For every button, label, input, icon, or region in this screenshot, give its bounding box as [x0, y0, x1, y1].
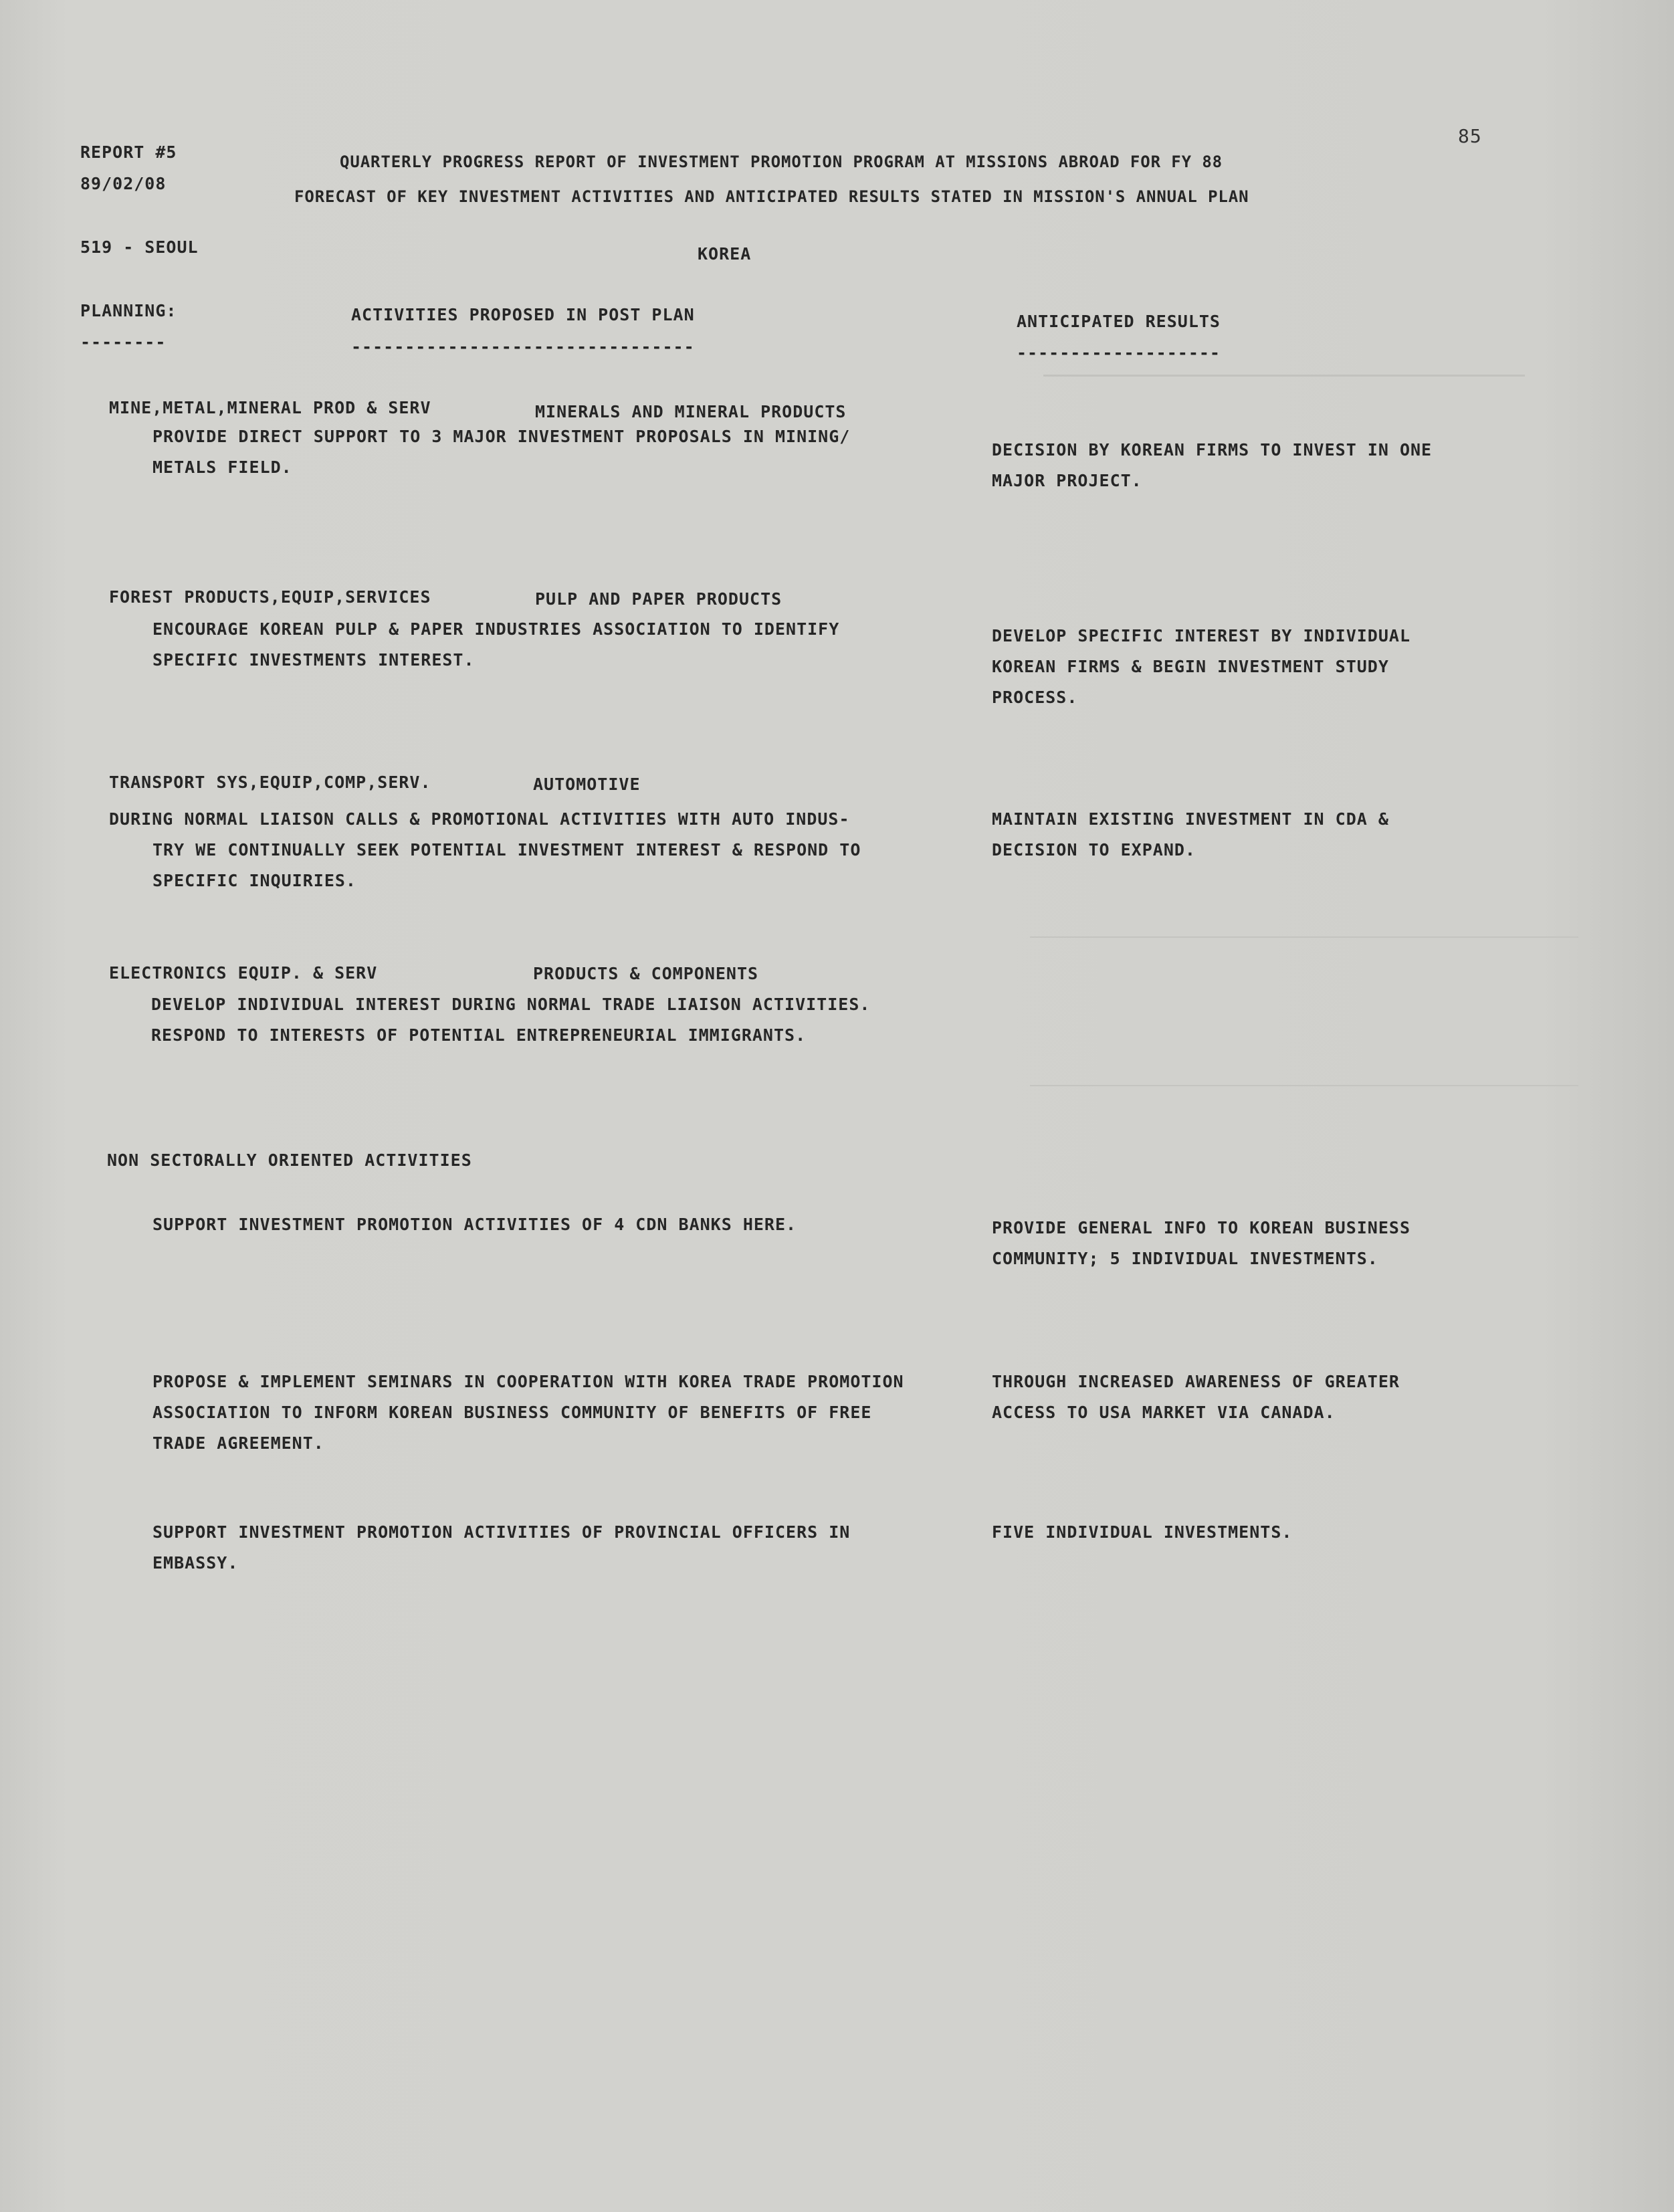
result-line: COMMUNITY; 5 INDIVIDUAL INVESTMENTS. — [992, 1249, 1378, 1268]
activity-text — [152, 614, 839, 676]
result-text — [992, 435, 1432, 496]
activity-text — [152, 1367, 904, 1459]
bleed-through-shadow — [1043, 375, 1525, 403]
result-line: KOREAN FIRMS & BEGIN INVESTMENT STUDY — [992, 657, 1389, 676]
result-line: MAINTAIN EXISTING INVESTMENT IN CDA & — [992, 809, 1389, 829]
report-title-line2: FORECAST OF KEY INVESTMENT ACTIVITIES AND ANTICIPATED RESULTS STATED IN MISSION'S ANNUAL PLAN — [294, 187, 1249, 206]
activity-line: SUPPORT INVESTMENT PROMOTION ACTIVITIES OF PROVINCIAL OFFICERS IN — [152, 1522, 851, 1542]
activity-line: PROPOSE & IMPLEMENT SEMINARS IN COOPERATION WITH KOREA TRADE PROMOTION — [152, 1372, 904, 1391]
result-text — [992, 1367, 1400, 1428]
subsector-name: PULP AND PAPER PRODUCTS — [535, 589, 782, 609]
page-number: 85 — [1458, 125, 1482, 147]
report-date: 89/02/08 — [80, 174, 167, 193]
planning-column-header: PLANNING: — [80, 301, 177, 320]
result-text — [992, 1213, 1410, 1274]
result-text — [992, 1517, 1292, 1548]
sector-name: FOREST PRODUCTS,EQUIP,SERVICES — [109, 587, 431, 607]
activity-line: METALS FIELD. — [152, 458, 292, 477]
result-line: DEVELOP SPECIFIC INTEREST BY INDIVIDUAL — [992, 626, 1410, 645]
activity-line: ASSOCIATION TO INFORM KOREAN BUSINESS COMMUNITY OF BENEFITS OF FREE — [152, 1403, 872, 1422]
result-line: MAJOR PROJECT. — [992, 471, 1142, 490]
result-line: ACCESS TO USA MARKET VIA CANADA. — [992, 1403, 1336, 1422]
result-line: DECISION TO EXPAND. — [992, 840, 1196, 860]
result-text — [992, 804, 1389, 866]
subsector-name: MINERALS AND MINERAL PRODUCTS — [535, 402, 847, 421]
report-title-line1: QUARTERLY PROGRESS REPORT OF INVESTMENT PROMOTION PROGRAM AT MISSIONS ABROAD FOR FY 88 — [340, 153, 1223, 171]
sector-name: TRANSPORT SYS,EQUIP,COMP,SERV. — [109, 773, 431, 792]
subsector-name: AUTOMOTIVE — [533, 775, 641, 794]
activity-line: DURING NORMAL LIAISON CALLS & PROMOTIONAL ACTIVITIES WITH AUTO INDUS- — [109, 809, 850, 829]
result-line: PROCESS. — [992, 688, 1078, 707]
country-name: KOREA — [698, 244, 752, 264]
activity-line: ENCOURAGE KOREAN PULP & PAPER INDUSTRIES ASSOCIATION TO IDENTIFY — [152, 619, 840, 639]
activity-text — [152, 1209, 797, 1240]
bleed-through-shadow — [1030, 936, 1578, 1086]
planning-column-rule: -------- — [80, 332, 167, 352]
activity-line: SUPPORT INVESTMENT PROMOTION ACTIVITIES OF 4 CDN BANKS HERE. — [152, 1215, 797, 1234]
activity-line: EMBASSY. — [152, 1553, 239, 1573]
activity-line: SPECIFIC INQUIRIES. — [152, 871, 356, 890]
activity-line: TRY WE CONTINUALLY SEEK POTENTIAL INVESTMENT INTEREST & RESPOND TO — [152, 840, 861, 860]
results-column-rule: ------------------- — [1017, 343, 1221, 363]
result-line: DECISION BY KOREAN FIRMS TO INVEST IN ONE — [992, 440, 1433, 460]
activity-line: RESPOND TO INTERESTS OF POTENTIAL ENTREPRENEURIAL IMMIGRANTS. — [151, 1025, 807, 1045]
result-line: THROUGH INCREASED AWARENESS OF GREATER — [992, 1372, 1400, 1391]
mission-code: 519 - SEOUL — [80, 237, 199, 257]
activity-line: TRADE AGREEMENT. — [152, 1433, 324, 1453]
activity-text — [152, 421, 850, 483]
activity-line: PROVIDE DIRECT SUPPORT TO 3 MAJOR INVESTMENT PROPOSALS IN MINING/ — [152, 427, 851, 446]
result-text — [992, 621, 1410, 713]
activities-column-rule: -------------------------------- — [351, 337, 695, 357]
results-column-header: ANTICIPATED RESULTS — [1017, 312, 1221, 331]
subsector-name: PRODUCTS & COMPONENTS — [533, 964, 759, 983]
sector-name: ELECTRONICS EQUIP. & SERV — [109, 963, 378, 983]
activity-text — [152, 1517, 850, 1579]
result-line: FIVE INDIVIDUAL INVESTMENTS. — [992, 1522, 1293, 1542]
activity-text — [151, 989, 870, 1051]
section-heading: NON SECTORALLY ORIENTED ACTIVITIES — [107, 1150, 472, 1170]
activities-column-header: ACTIVITIES PROPOSED IN POST PLAN — [351, 305, 695, 324]
sector-name: MINE,METAL,MINERAL PROD & SERV — [109, 398, 431, 417]
activity-line: DEVELOP INDIVIDUAL INTEREST DURING NORMAL TRADE LIAISON ACTIVITIES. — [151, 995, 871, 1014]
activity-line: SPECIFIC INVESTMENTS INTEREST. — [152, 650, 475, 670]
report-id: REPORT #5 — [80, 142, 177, 162]
result-line: PROVIDE GENERAL INFO TO KOREAN BUSINESS — [992, 1218, 1410, 1237]
activity-text — [109, 804, 861, 896]
